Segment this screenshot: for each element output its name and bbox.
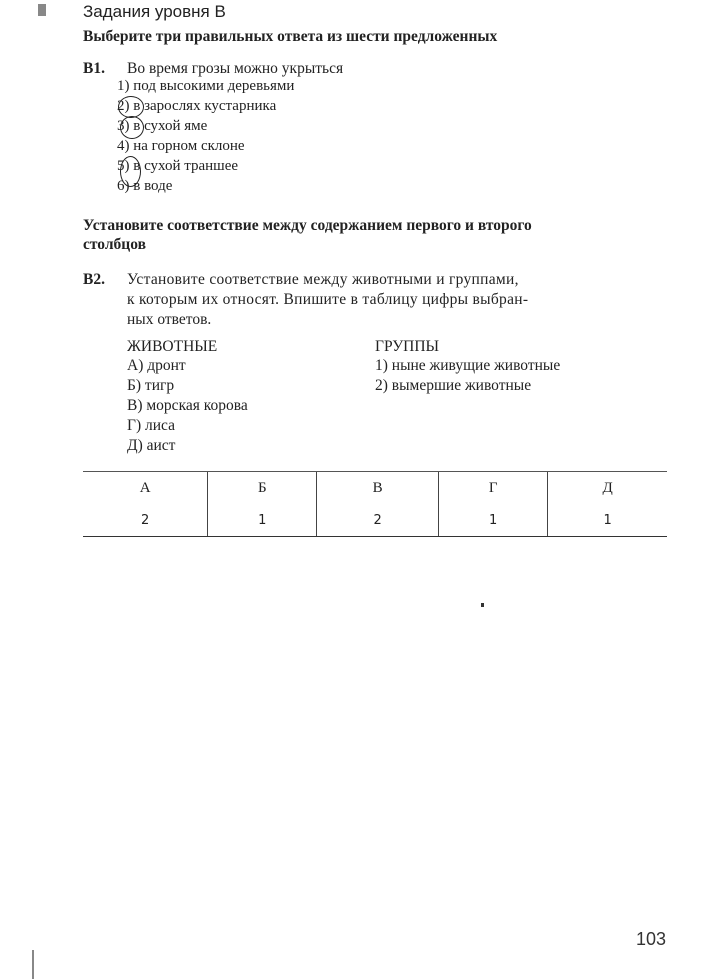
answer-cell-b[interactable]: 1 [208, 504, 317, 537]
scan-mark [38, 4, 46, 16]
animal-g: Г) лиса [127, 417, 175, 434]
b1-option-5: 5) в сухой траншее [117, 158, 239, 174]
answer-cell-d[interactable]: 1 [548, 504, 667, 537]
answer-circle-5 [120, 156, 141, 187]
b1-option-3: 3) в сухой яме [117, 118, 208, 134]
groups-title: ГРУППЫ [375, 338, 440, 355]
b1-option-6: 6) в воде [117, 178, 173, 194]
group-1: 1) ныне живущие животные [375, 357, 561, 374]
page-number: 103 [636, 929, 667, 949]
animal-d: Д) аист [127, 437, 176, 454]
b2-label: В2. [83, 271, 105, 288]
animal-v: В) морская корова [127, 397, 248, 414]
instruction-b2-line1: Установите соответствие между содержанием первого и второго [83, 217, 532, 234]
animal-a: А) дронт [127, 357, 186, 374]
answer-cell-v[interactable]: 2 [317, 504, 439, 537]
b1-question: Во время грозы можно укрыться [127, 60, 344, 77]
answer-cell-g[interactable]: 1 [439, 504, 548, 537]
instruction-b2-line2: столбцов [83, 236, 146, 253]
b1-option-1: 1) под высокими деревьями [117, 78, 295, 94]
animal-b: Б) тигр [127, 377, 175, 394]
col-header-d: Д [548, 472, 667, 505]
answer-circle-2 [118, 96, 144, 118]
b1-label: В1. [83, 60, 105, 77]
scan-dot [481, 603, 484, 607]
col-header-b: Б [208, 472, 317, 505]
scan-mark-bottom [32, 950, 34, 979]
b2-text-1: Установите соответствие между животными и группами, [127, 271, 519, 288]
b2-text-2: к которым их относят. Впишите в таблицу цифры выбран- [127, 291, 529, 308]
col-header-a: А [83, 472, 208, 505]
b1-option-4: 4) на горном склоне [117, 138, 245, 154]
b1-option-2: 2) в зарослях кустарника [117, 98, 277, 114]
instruction-b1: Выберите три правильных ответа из шести предложенных [83, 28, 498, 45]
answer-circle-3 [120, 116, 144, 139]
col-header-v: В [317, 472, 439, 505]
b2-text-3: ных ответов. [127, 311, 212, 328]
animals-title: ЖИВОТНЫЕ [127, 338, 218, 355]
col-header-g: Г [439, 472, 548, 505]
answer-cell-a[interactable]: 2 [83, 504, 208, 537]
answer-table [83, 471, 667, 537]
group-2: 2) вымершие животные [375, 377, 532, 394]
section-title: Задания уровня В [83, 2, 226, 21]
